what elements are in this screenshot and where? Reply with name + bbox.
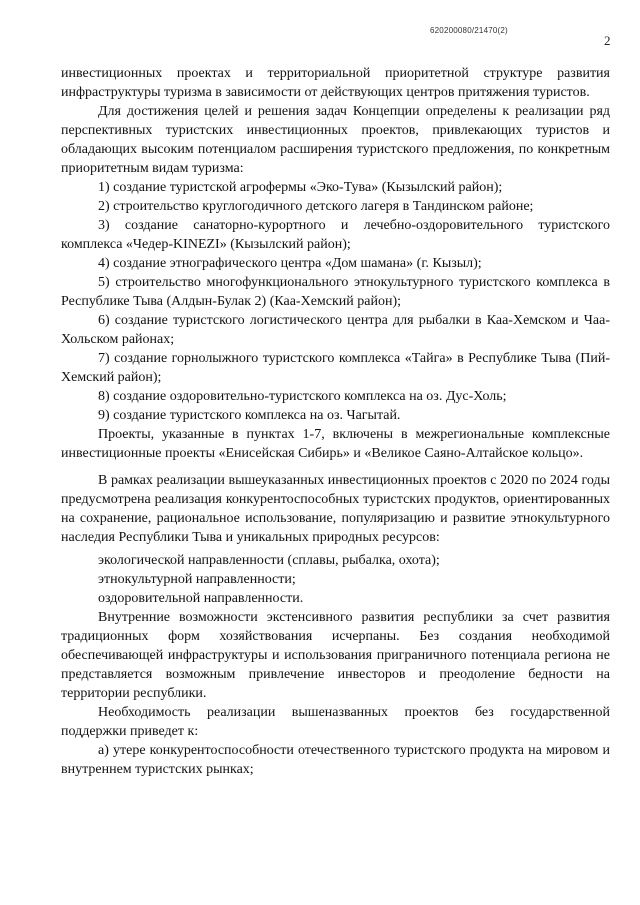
list-item: этнокультурной направленности; bbox=[98, 572, 296, 587]
projects-note-paragraph: Проекты, указанные в пунктах 1-7, включены в межрегиональные комплексные инвестиционные проекты «Енисейская Сибирь» и «Великое Саяно-Алтайское кольцо». bbox=[61, 427, 610, 461]
list-item: экологической направленности (сплавы, рыбалка, охота); bbox=[98, 553, 440, 568]
document-id: 620200080/21470(2) bbox=[430, 26, 508, 35]
list-item: 7) создание горнолыжного туристского комплекса «Тайга» в Республике Тыва (Пий-Хемский район); bbox=[61, 351, 610, 385]
framework-paragraph: В рамках реализации вышеуказанных инвестиционных проектов с 2020 по 2024 годы предусмотрена реализация конкурентоспособных туристских продуктов, ориентированных на сохранение, рациональное использование, популяризацию и развитие этнокультурного наследия Республики Тыва и уникальных природных ресурсов: bbox=[61, 473, 610, 545]
necessity-paragraph: Необходимость реализации вышеназванных проектов без государственной поддержки приведет к: bbox=[61, 705, 610, 739]
list-item: 4) создание этнографического центра «Дом шамана» (г. Кызыл); bbox=[98, 256, 482, 271]
list-item: 3) создание санаторно-курортного и лечебно-оздоровительного туристского комплекса «Чедер-KINEZI» (Кызылский район); bbox=[61, 218, 610, 252]
list-item: оздоровительной направленности. bbox=[98, 591, 304, 606]
internal-possibilities-paragraph: Внутренние возможности экстенсивного развития республики за счет развития традиционных форм хозяйствования исчерпаны. Без создания необходимой обеспечивающей инфраструктуры и использования приграничного потенциала региона не представляется возможным привлечение инвесторов и преодоление бедности на территории республики. bbox=[61, 610, 610, 701]
list-item: 5) строительство многофункционального этнокультурного туристского комплекса в Республике Тыва (Алдын-Булак 2) (Каа-Хемский район); bbox=[61, 275, 610, 309]
list-item: 9) создание туристского комплекса на оз. Чагытай. bbox=[98, 408, 401, 423]
directions-list bbox=[61, 551, 610, 608]
goals-paragraph: Для достижения целей и решения задач Концепции определены к реализации ряд перспективных туристских инвестиционных проектов, привлекающих туристов и обладающих высоким потенциалом расширения туристского предложения, по конкретным приоритетным видам туризма: bbox=[61, 104, 610, 176]
consequence-a-paragraph: а) утере конкурентоспособности отечественного туристского продукта на мировом и внутреннем туристских рынках; bbox=[61, 743, 610, 777]
intro-tail-paragraph: инвестиционных проектах и территориальной приоритетной структуре развития инфраструктуры туризма в зависимости от действующих центров притяжения туристов. bbox=[61, 66, 610, 100]
list-item: 1) создание туристской агрофермы «Эко-Тува» (Кызылский район); bbox=[98, 180, 503, 195]
list-item: 6) создание туристского логистического центра для рыбалки в Каа-Хемском и Чаа-Хольском районах; bbox=[61, 313, 610, 347]
list-item: 2) строительство круглогодичного детского лагеря в Тандинском районе; bbox=[98, 199, 534, 214]
projects-list bbox=[61, 178, 610, 425]
page-number: 2 bbox=[604, 33, 611, 48]
list-item: 8) создание оздоровительно-туристского комплекса на оз. Дус-Холь; bbox=[98, 389, 507, 404]
document-body bbox=[61, 64, 610, 779]
